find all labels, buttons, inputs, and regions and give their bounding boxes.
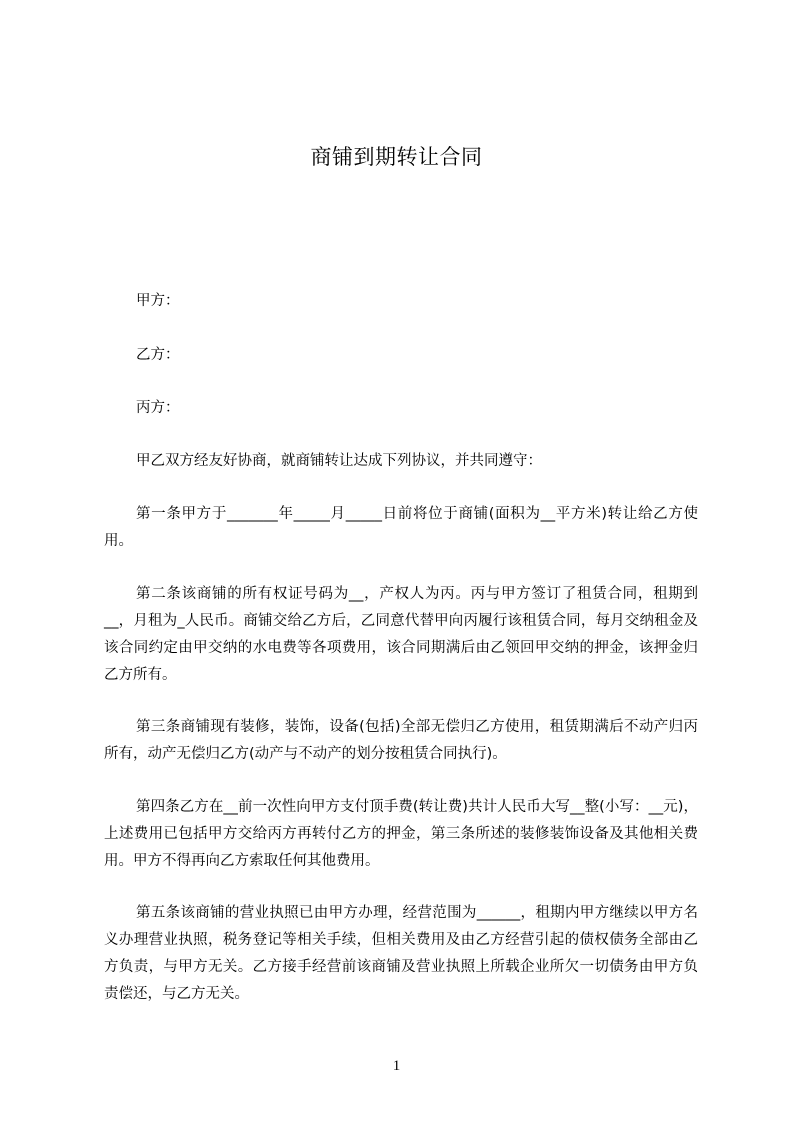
party-a-label: 甲方：: [136, 293, 180, 309]
article-3: 第三条商铺现有装修，装饰，设备(包括)全部无偿归乙方使用，租赁期满后不动产归丙所有，动产无偿归乙方(动产与不动产的划分按租赁合同执行)。: [104, 719, 698, 762]
article-2: 第二条该商铺的所有权证号码为__，产权人为丙。丙与甲方签订了租赁合同，租期到__，月租为_人民币。商铺交给乙方后，乙同意代替甲向丙履行该租赁合同，每月交纳租金及该合同约定由甲交纳的水电费等各项费用，该合同期满后由乙领回甲交纳的押金，该押金归乙方所有。: [104, 586, 698, 683]
article-5: 第五条该商铺的营业执照已由甲方办理，经营范围为______，租期内甲方继续以甲方名义办理营业执照，税务登记等相关手续，但相关费用及由乙方经营引起的债权债务全部由乙方负责，与甲方无关。乙方接手经营前该商铺及营业执照上所载企业所欠一切债务由甲方负责偿还，与乙方无关。: [104, 905, 698, 1002]
article-1: 第一条甲方于_______年_____月_____日前将位于商铺(面积为__平方米)转让给乙方使用。: [104, 506, 698, 549]
party-b-label: 乙方：: [136, 347, 180, 363]
party-c-label: 丙方：: [136, 400, 180, 416]
page-number: 1: [392, 1058, 401, 1074]
intro-paragraph: 甲乙双方经友好协商，就商铺转让达成下列协议，并共同遵守：: [136, 453, 542, 469]
article-4: 第四条乙方在__前一次性向甲方支付顶手费(转让费)共计人民币大写__整(小写：__元)，上述费用已包括甲方交给丙方再转付乙方的押金，第三条所述的装修装饰设备及其他相关费用。甲方不得再向乙方索取任何其他费用。: [104, 799, 698, 869]
document-title: 商铺到期转让合同: [310, 145, 483, 169]
